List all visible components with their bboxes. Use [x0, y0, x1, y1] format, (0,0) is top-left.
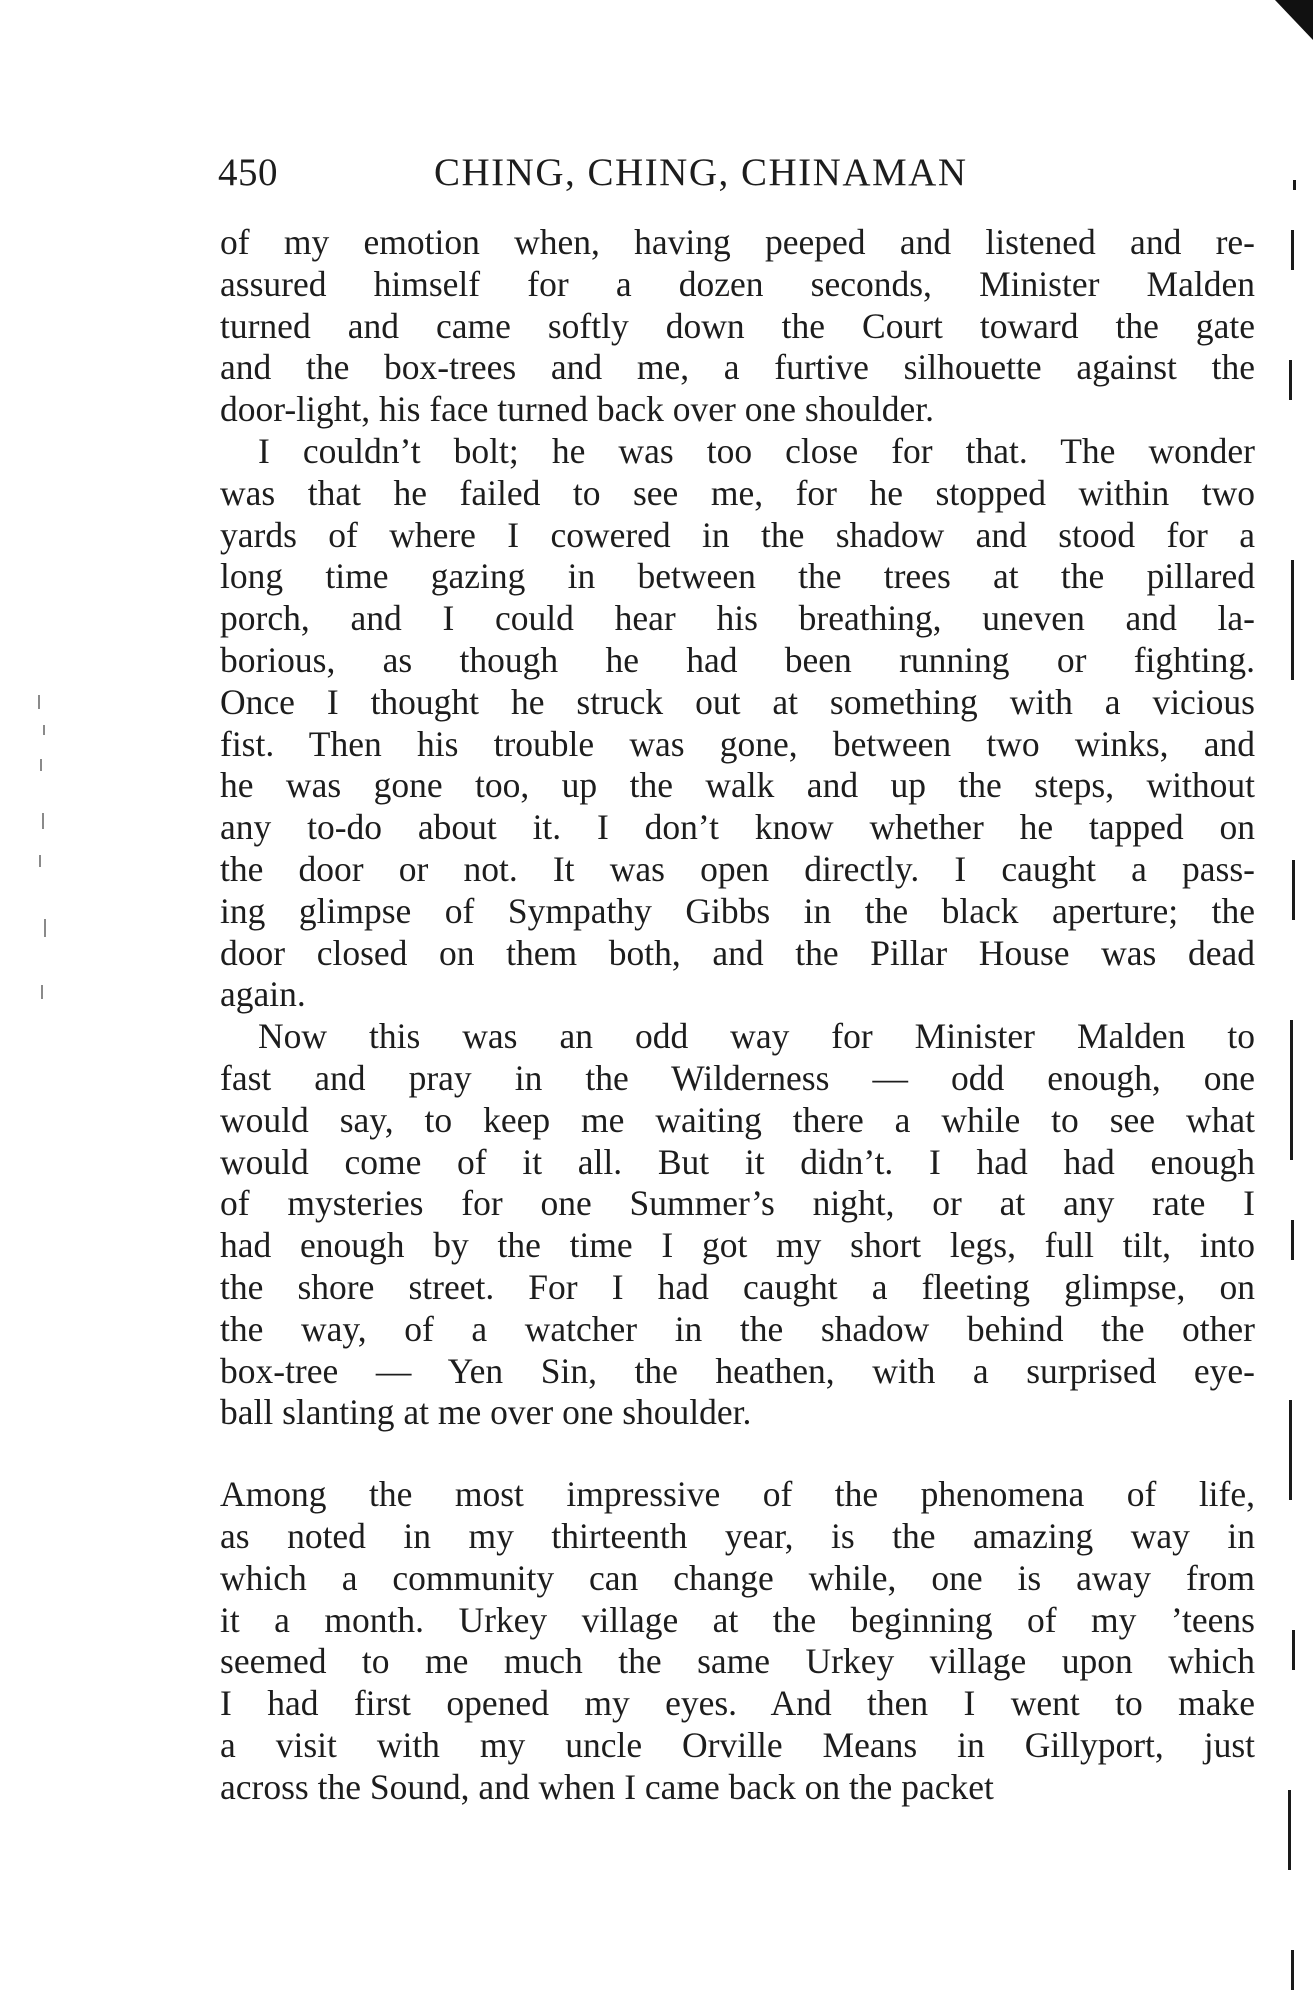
- text-line: yards of where I cowered in the shadow and stood for a: [220, 514, 1255, 555]
- text-line: a visit with my uncle Orville Means in Gillyport, just: [220, 1724, 1255, 1765]
- text-line: was that he failed to see me, for he stopped within two: [220, 472, 1255, 513]
- text-line: it a month. Urkey village at the beginning of my ’teens: [220, 1599, 1255, 1640]
- text-line: of mysteries for one Summer’s night, or at any rate I: [220, 1183, 1255, 1224]
- text-line: turned and came softly down the Court toward the gate: [220, 305, 1255, 346]
- paragraph: [220, 1474, 1255, 1808]
- running-title: CHING, CHING, CHINAMAN: [434, 151, 968, 194]
- text-line: Among the most impressive of the phenomena of life,: [220, 1474, 1255, 1515]
- paragraph: [220, 431, 1255, 1016]
- text-line: again.: [220, 974, 306, 1015]
- text-line: I couldn’t bolt; he was too close for that. The wonder: [258, 430, 1255, 471]
- text-line: and the box-trees and me, a furtive silhouette against the: [220, 347, 1255, 388]
- section-break: [220, 1434, 1255, 1474]
- text-line: porch, and I could hear his breathing, uneven and la-: [220, 598, 1255, 639]
- text-line: door-light, his face turned back over one shoulder.: [220, 389, 935, 430]
- text-line: long time gazing in between the trees at the pillared: [220, 556, 1255, 597]
- text-line: as noted in my thirteenth year, is the amazing way in: [220, 1515, 1255, 1556]
- paragraph: [220, 1016, 1255, 1434]
- text-line: would come of it all. But it didn’t. I had had enough: [220, 1141, 1255, 1182]
- body-text: [220, 222, 1255, 1808]
- text-line: would say, to keep me waiting there a while to see what: [220, 1099, 1255, 1140]
- text-line: the way, of a watcher in the shadow behind the other: [220, 1308, 1255, 1349]
- page-number: 450: [218, 151, 278, 194]
- text-line: I had first opened my eyes. And then I went to make: [220, 1683, 1255, 1724]
- text-line: had enough by the time I got my short legs, full tilt, into: [220, 1225, 1255, 1266]
- text-line: he was gone too, up the walk and up the steps, without: [220, 765, 1255, 806]
- text-line: seemed to me much the same Urkey village upon which: [220, 1641, 1255, 1682]
- text-line: ball slanting at me over one shoulder.: [220, 1392, 752, 1433]
- text-line: any to-do about it. I don’t know whether he tapped on: [220, 807, 1255, 848]
- text-line: assured himself for a dozen seconds, Minister Malden: [220, 263, 1255, 304]
- text-line: fast and pray in the Wilderness — odd enough, one: [220, 1057, 1255, 1098]
- text-line: Now this was an odd way for Minister Malden to: [258, 1016, 1255, 1057]
- paragraph: [220, 222, 1255, 431]
- text-line: door closed on them both, and the Pillar House was dead: [220, 932, 1255, 973]
- margin-specks: [36, 695, 52, 1015]
- text-line: ing glimpse of Sympathy Gibbs in the black aperture; the: [220, 890, 1255, 931]
- text-line: the shore street. For I had caught a fleeting glimpse, on: [220, 1266, 1255, 1307]
- page-edge-marks: [1283, 140, 1303, 1990]
- text-line: which a community can change while, one is away from: [220, 1557, 1255, 1598]
- text-line: the door or not. It was open directly. I caught a pass-: [220, 848, 1255, 889]
- running-head: [218, 150, 1078, 200]
- page-corner-mark: [1275, 0, 1313, 40]
- text-line: borious, as though he had been running or fighting.: [220, 639, 1255, 680]
- text-line: fist. Then his trouble was gone, between two winks, and: [220, 723, 1255, 764]
- text-line: box-tree — Yen Sin, the heathen, with a surprised eye-: [220, 1350, 1255, 1391]
- text-line: across the Sound, and when I came back on the packet: [220, 1766, 994, 1807]
- text-line: of my emotion when, having peeped and listened and re-: [220, 222, 1255, 262]
- text-line: Once I thought he struck out at something with a vicious: [220, 681, 1255, 722]
